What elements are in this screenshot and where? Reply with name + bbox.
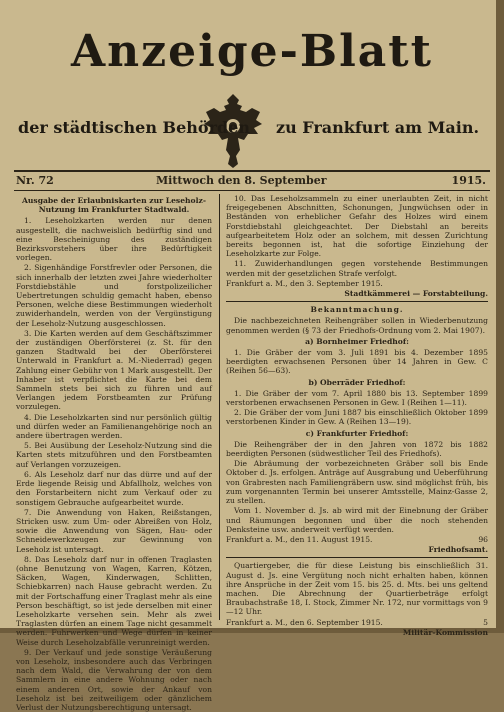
left-paragraph: 5. Bei Ausübung der Leseholz-Nutzung sind die Karten stets mitzuführen und den Forstbeamten auf Verlangen vorzuzeigen. <box>16 441 212 469</box>
right-column <box>226 194 488 637</box>
newspaper-title: Anzeige-Blatt <box>71 26 433 77</box>
left-paragraph: 6. Als Leseholz darf nur das dürre und auf der Erde liegende Reisig und Abfallholz, welches von den Forstarbeitern nicht zum Verkauf oder zu sonstigem Gebrauche aufgearbeitet wurde. <box>16 469 212 507</box>
sign-number: 96 <box>478 534 488 544</box>
quartier-paragraph: Quartiergeber, die für diese Leistung bis einschließlich 31. August d. Js. eine Vergütung noch nicht erhalten haben, können ihre Ansprüche in der Zeit vom 15. bis 25. d. Mts. bei uns geltend machen. Die Abrechnung der Quartierbeträge erfolgt Braubachstraße 18, I. Stock, Zimmer Nr. 172, nur vormittags von 9—12 Uhr. <box>226 561 488 617</box>
sign-office: Stadtkämmerei — Forstabteilung. <box>344 289 488 299</box>
notice-intro: Die nachbezeichneten Reihengräber sollen in Wiederbenutzung genommen werden (§ 73 der Friedhofs-Ordnung vom 2. Mai 1907). <box>226 316 488 335</box>
left-paragraph: 8. Das Leseholz darf nur in offenen Traglasten (ohne Benutzung von Wagen, Karren, Kötzen, Säcken, Wagen, Kinderwagen, Schlitten, Schiebkarren) nach Hause gebracht werden. Zu mit der Fortschaffung einer Traglast mehr als eine Person beschäftigt, so ist jede derselben mit einer Leseholzkarte versehen sein. Mehr als zwei Traglasten dürfen an einem Tage nicht gesammelt werden. Fuhrwerken und Wege dürfen in keiner Weise durch Leseholzabfälle verunreinigt werden. <box>16 554 212 647</box>
left-paragraph: 7. Die Anwendung von Haken, Reißstangen, Stricken usw. zum Um- oder Abreißen von Holz, sowie die Anwendung von Sägen, Hau- oder Schneidewerkzeugen zur Gewinnung von Leseholz ist untersagt. <box>16 507 212 554</box>
left-paragraph: 1. Leseholzkarten werden nur denen ausgestellt, die nachweislich bedürftig sind und eine Bescheinigung des zuständigen Bezirksvorstehers über ihre Bedürftigkeit vorlegen. <box>16 216 212 263</box>
header-rule-top <box>14 170 490 172</box>
column-separator <box>219 194 220 620</box>
sign-date: Frankfurt a. M., den 11. August 1915. <box>226 534 373 544</box>
issue-number: Nr. 72 <box>16 174 54 187</box>
issue-date: Mittwoch den 8. September <box>156 174 327 187</box>
section-heading: c) Frankfurter Friedhof: <box>305 428 409 438</box>
sign-office: Friedhofsamt. <box>428 545 488 555</box>
left-column <box>16 194 212 712</box>
right-paragraph: 11. Zuwiderhandlungen gegen vorstehende Bestimmungen werden mit der gesetzlichen Strafe verfolgt. <box>226 259 488 278</box>
section-item: 1. Die Gräber der vom 3. Juli 1891 bis 4. Dezember 1895 beerdigten erwachsenen Personen über 14 Jahren in Gew. C (Reihen 56—63). <box>226 348 488 376</box>
section-heading: b) Oberräder Friedhof: <box>308 377 406 387</box>
section-item: Die Abräumung der vorbezeichneten Gräber soll bis Ende Oktober d. Js. erfolgen. Anträge auf Ausgrabung und Ueberführung von Grabresten nach Familiengräbern usw. sind möglichst früh, bis zum vorgenannten Termin bei unserer Amtsstelle, Mainz-Gasse 2, zu stellen. <box>226 459 488 506</box>
left-paragraph: 9. Der Verkauf und jede sonstige Veräußerung von Leseholz, insbesondere auch das Verbringen nach dem Wald, die Verwahrung der von dem Sammlern in eine andere Wohnung oder nach einem anderen Ort, sowie der Ankauf von Leseholz ist bei zeitweiligem oder gänzlichem Verlust der Nutzungsberechtigung untersagt. <box>16 647 212 712</box>
sign-date: Frankfurt a. M., den 3. September 1915. <box>226 278 383 288</box>
masthead-subtitle-left: der städtischen Behörden <box>18 118 250 137</box>
section-divider <box>226 301 488 302</box>
section-divider <box>226 557 488 558</box>
section-item: 2. Die Gräber der vom Juni 1887 bis einschließlich Oktober 1899 verstorbenen Kinder in Gew. A (Reihen 13—19). <box>226 408 488 427</box>
issue-year: 1915. <box>451 174 486 187</box>
left-paragraph: 3. Die Karten werden auf dem Geschäftszimmer der zuständigen Oberförsterei (z. St. für den ganzen Stadtwald bei der Oberförsterei Unterwald in Frankfurt a. M.-Niederrad) gegen Zahlung einer Gebühr von 1 Mark ausgestellt. Der Inhaber ist verpflichtet die Karte bei dem Sammeln stets bei sich zu führen und auf Verlangen jedem Forstbeamten zur Prüfung vorzulegen. <box>16 328 212 412</box>
left-paragraph: 4. Die Leseholzkarten sind nur persönlich gültig und dürfen weder an Familienangehörige noch an andere übertragen werden. <box>16 412 212 441</box>
section-heading: a) Bornheimer Friedhof: <box>305 336 409 346</box>
left-paragraph: 2. Sigenhändige Forstfrevler oder Personen, die sich innerhalb der letzten zwei Jahre wiederholter Forstdiebstähle und forstpolizeilicher Uebertretungen schuldig gemacht haben, ebenso Personen, welche diese Bestimmungen wiederholt zuwiderhandeln, werden von der Vergünstigung der Leseholz-Nutzung ausgeschlossen. <box>16 263 212 328</box>
section-item: Die Reihengräber der in den Jahren von 1872 bis 1882 beerdigten Personen (südwestlicher Teil des Friedhofs). <box>226 439 488 459</box>
sign-line <box>226 535 488 544</box>
notice-heading: Bekanntmachung. <box>310 305 404 315</box>
right-paragraph: 10. Das Leseholzsammeln zu einer unerlaubten Zeit, in nicht freigegebenen Abschnitten, Schonungen, Jungwüchsen oder in Beständen von erheblicher Gefahr des Holzes wird einem Forstdiebstahl gleichgeachtet. Der Diebstahl an bereits aufgearbeitetem Holz oder an solchem, mit dessen Zurichtung bereits begonnen ist, hat die sofortige Einziehung der Leseholzkarte zur Folge. <box>226 194 488 259</box>
sign-line <box>226 618 488 627</box>
issue-line <box>14 174 490 190</box>
section-item: 1. Die Gräber der vom 7. April 1880 bis 13. September 1899 verstorbenen erwachsenen Personen in Gew. I (Reihen 1—11). <box>226 388 488 408</box>
masthead <box>14 20 490 170</box>
sign-number: 5 <box>483 617 488 627</box>
sign-office: Militär-Kommission <box>402 627 488 637</box>
book-edge-right <box>496 0 504 633</box>
sign-date: Frankfurt a. M., den 6. September 1915. <box>226 617 383 627</box>
left-heading: Ausgabe der Erlaubniskarten zur Leseholz-Nutzung im Frankfurter Stadtwald. <box>22 196 206 215</box>
masthead-subtitle-right: zu Frankfurt am Main. <box>276 118 480 137</box>
header-rule-bottom <box>14 190 490 191</box>
section-item: Vom 1. November d. Js. ab wird mit der Einebnung der Gräber und Räumungen begonnen und über die noch stehenden Denksteine usw. anderweit verfügt werden. <box>226 506 488 534</box>
